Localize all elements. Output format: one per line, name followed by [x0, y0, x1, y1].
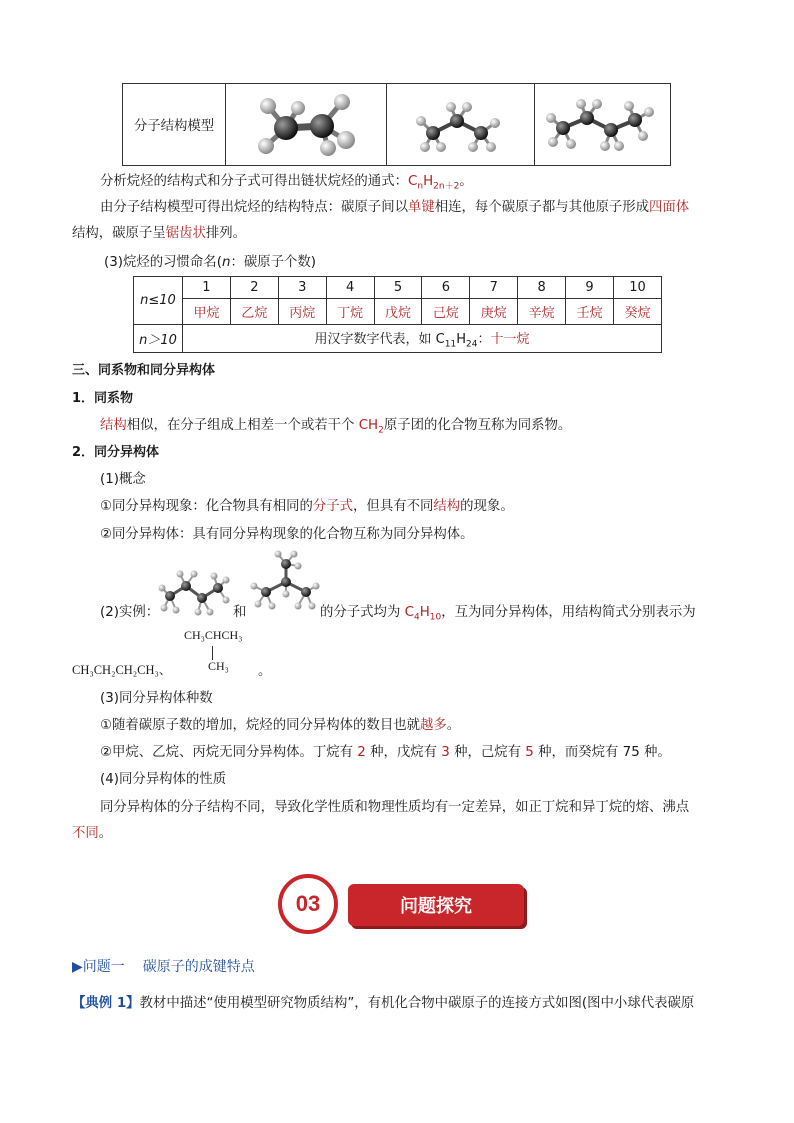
example-prefix: (2)实例：	[100, 605, 160, 620]
section-banner	[348, 884, 524, 926]
carbon-count-cell: 8	[518, 277, 566, 299]
structure-feature-paragraph-2: 结构，碳原子呈锯齿状排列。	[72, 226, 247, 241]
property-heading: (4)同分异构体的性质	[100, 772, 227, 787]
banner-title: 问题探究	[400, 896, 472, 917]
homolog-definition: 结构相似，在分子组成上相差一个或若干个 $CH_2$原子团的化合物互称为同系物。	[100, 418, 572, 436]
carbon-count-cell: 1	[183, 277, 231, 299]
tetrahedron-answer: 四面体	[649, 200, 690, 215]
propane-model-image	[411, 95, 511, 155]
alkane-name-cell: 辛烷	[518, 299, 566, 325]
question-heading: ▶问题一 碳原子的成键特点	[72, 959, 255, 975]
example-end: 。	[258, 664, 272, 679]
carbon-count-cell: 3	[278, 277, 326, 299]
butane-model-image	[543, 92, 663, 158]
isobutane-branch-line	[212, 646, 213, 660]
molecule-model-table	[122, 83, 671, 166]
n-butane-formula: CH₃CH₂CH₂CH₃、	[72, 663, 172, 677]
section-title: 三、同系物和同分异构体	[72, 363, 216, 378]
concept-heading: (1)概念	[100, 472, 146, 487]
alkane-name-cell: 丁烷	[326, 299, 374, 325]
alkane-name-cell: 甲烷	[183, 299, 231, 325]
count-heading: (3)同分异构体种数	[100, 691, 213, 706]
triangle-icon: ▶	[72, 959, 83, 975]
alkane-name-cell: 庚烷	[470, 299, 518, 325]
ethane-model-cell	[226, 84, 387, 166]
example-question: 【典例 1】教材中描述“使用模型研究物质结构”，有机化合物中碳原子的连接方式如图(图中小球代表碳原	[72, 996, 695, 1011]
isomer-heading: 2．同分异构体	[72, 445, 160, 460]
formula-text: 分析烷烃的结构式和分子式可得出链状烷烃的通式：	[100, 174, 408, 189]
property-paragraph: 同分异构体的分子结构不同，导致化学性质和物理性质均有一定差异，如正丁烷和异丁烷的熔、沸点	[100, 800, 690, 815]
homolog-heading: 1．同系物	[72, 391, 134, 406]
alkane-naming-table	[133, 276, 662, 353]
carbon-count-cell: 10	[614, 277, 662, 299]
isomerism-definition: ①同分异构现象：化合物具有相同的分子式，但具有不同结构的现象。	[100, 499, 514, 514]
alkane-name-cell: 丙烷	[278, 299, 326, 325]
alkane-name-cell: 戊烷	[374, 299, 422, 325]
count-rule-2: ②甲烷、乙烷、丙烷无同分异构体。丁烷有 2 种，戊烷有 3 种，己烷有 5 种，而癸烷有 75 种。	[100, 745, 671, 760]
alkane-name-cell: 壬烷	[566, 299, 614, 325]
property-paragraph-end: 不同。	[72, 826, 113, 841]
carbon-count-cell: 7	[470, 277, 518, 299]
example-tag: 【典例 1】	[72, 996, 140, 1011]
butane-model-cell	[535, 84, 671, 166]
section-number-badge: 03	[278, 874, 338, 934]
example-and: 和	[233, 605, 247, 620]
general-formula-paragraph: 分析烷烃的结构式和分子式可得出链状烷烃的通式：$C_nH_{2n+2}$。	[100, 174, 473, 192]
n-butane-model-image	[158, 566, 230, 618]
isobutane-model-image	[250, 550, 320, 616]
carbon-count-cell: 4	[326, 277, 374, 299]
large-n-naming-rule: 用汉字数字代表，如 $C_{11}H_{24}$：十一烷	[183, 325, 662, 353]
general-formula: $C_nH_{2n+2}$	[407, 174, 460, 192]
ethane-model-image	[246, 90, 366, 160]
carbon-count-cell: 2	[230, 277, 278, 299]
undecane-answer: 十一烷	[490, 331, 530, 347]
alkane-name-cell: 己烷	[422, 299, 470, 325]
propane-model-cell	[387, 84, 535, 166]
carbon-count-cell: 9	[566, 277, 614, 299]
zigzag-answer: 锯齿状	[165, 226, 206, 241]
alkane-name-cell: 癸烷	[614, 299, 662, 325]
model-label: 分子结构模型	[123, 84, 226, 166]
isobutane-formula-top: CH₃CHCH₃	[184, 628, 243, 642]
example-formula-sentence: 的分子式均为 $C_4H_{10}$，互为同分异构体，用结构简式分别表示为	[320, 605, 696, 623]
isomer-definition: ②同分异构体：具有同分异构现象的化合物互称为同分异构体。	[100, 527, 474, 542]
row-label-small-n: n≤10	[134, 277, 183, 325]
single-bond-answer: 单键	[407, 200, 435, 215]
naming-heading: (3)烷烃的习惯命名(n：碳原子个数)	[104, 255, 317, 270]
row-label-large-n: n＞10	[134, 325, 183, 353]
count-rule-1: ①随着碳原子数的增加，烷烃的同分异构体的数目也就越多。	[100, 718, 461, 733]
carbon-count-cell: 5	[374, 277, 422, 299]
structure-feature-paragraph: 由分子结构模型可得出烷烃的结构特点：碳原子间以单键相连，每个碳原子都与其他原子形成四面体	[100, 200, 690, 215]
carbon-count-cell: 6	[422, 277, 470, 299]
isobutane-formula-bottom: CH₃	[208, 659, 229, 673]
alkane-name-cell: 乙烷	[230, 299, 278, 325]
